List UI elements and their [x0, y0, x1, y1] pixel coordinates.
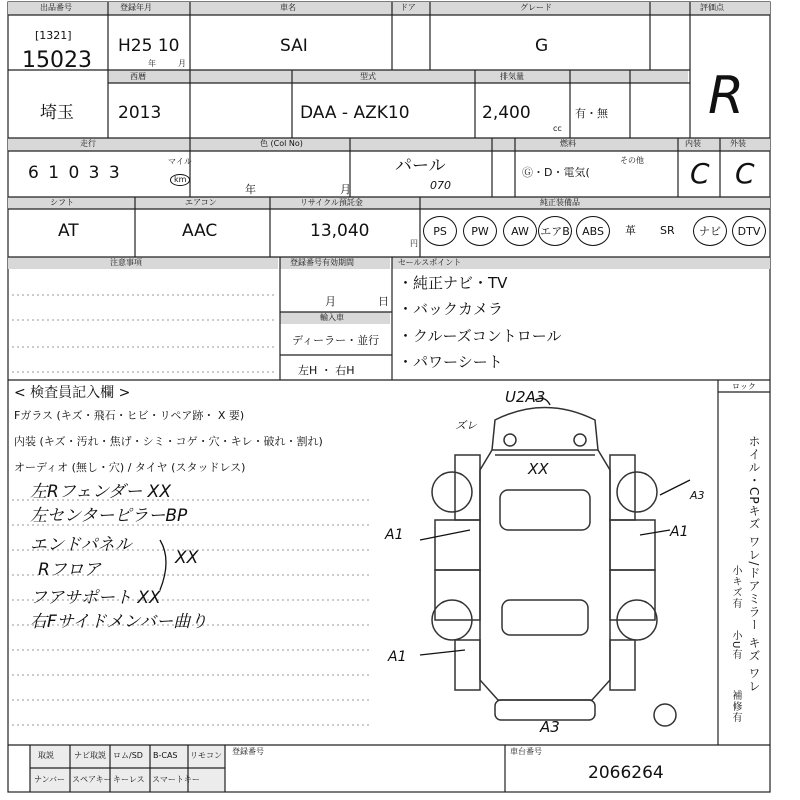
car-diagram — [432, 408, 676, 727]
cc-value: 2,400 — [482, 103, 531, 123]
equip-leather: 革 — [625, 224, 636, 237]
fuel-label: 燃料 — [560, 139, 576, 148]
hand-note-5: フアサポート XX — [30, 588, 161, 608]
inspector-line-3: オーディオ (無し・穴) / タイヤ (スタッドレス) — [14, 461, 246, 474]
mileage-label: 走行 — [80, 139, 96, 148]
year-label: 西暦 — [130, 72, 146, 81]
diag-front-left: ズレ — [455, 419, 477, 432]
sales-label: セールスポイント — [398, 258, 462, 267]
ac-value: AAC — [182, 221, 218, 241]
model-name: SAI — [280, 36, 308, 56]
equip-airbag: エアB — [538, 216, 572, 246]
inspector-line-1: Fガラス (キズ・飛石・ヒビ・リペア跡・ X 要) — [14, 409, 245, 422]
fuel-other: その他 — [620, 156, 644, 165]
right-small-3: 補修有 — [730, 690, 741, 723]
diag-right-mid: A1 — [670, 524, 689, 540]
right-vertical-text: ホイル・CPキズ ワレ/ドアミラー キズ ワレ — [747, 435, 761, 694]
caution-label: 注意事項 — [110, 258, 142, 267]
inspection-month: 月 — [325, 295, 336, 308]
sales-point-2: ・バックカメラ — [398, 300, 504, 318]
lock-label: ロック — [732, 382, 756, 391]
brace-note: XX — [175, 548, 199, 568]
footer-col2-1: ナンバー — [34, 775, 66, 784]
diag-left-low: A1 — [388, 649, 407, 665]
sales-point-3: ・クルーズコントロール — [398, 327, 562, 345]
inspection-label: 登録番号有効期間 — [290, 258, 354, 267]
reg-label: 登録年月 — [120, 3, 152, 12]
footer-col2-2: スペアキー — [72, 775, 112, 784]
footer-col-1: 取説 — [38, 751, 54, 760]
right-small-2: 小U有 — [730, 630, 741, 661]
inspector-line-2: 内装 (キズ・汚れ・焦げ・シミ・コゲ・穴・キレ・破れ・割れ) — [14, 435, 323, 448]
cc-unit: cc — [553, 124, 562, 133]
shift-value: AT — [58, 221, 79, 241]
year-value: 2013 — [118, 103, 162, 123]
score-value: R — [708, 66, 745, 126]
fuel-value: Ⓖ・D・電気( — [522, 166, 590, 179]
shift-label: シフト — [50, 198, 74, 207]
recycle-label: リサイクル預託金 — [300, 198, 363, 207]
equip-ps: PS — [423, 216, 457, 246]
color-value: パール — [395, 156, 446, 176]
ac-label: エアコン — [185, 198, 217, 207]
year-unit: 年 — [148, 59, 156, 68]
color-label-header: 色 (Col No) — [260, 139, 303, 148]
sales-point-4: ・パワーシート — [398, 353, 503, 371]
exterior-value: C — [735, 157, 755, 190]
grade-value: G — [535, 36, 549, 56]
reg-value: H25 10 — [118, 36, 180, 56]
diag-roof: XX — [528, 460, 549, 478]
yen-unit: 円 — [410, 239, 418, 248]
footer-col2-4: スマートキー — [152, 775, 200, 784]
import-label: 輸入車 — [320, 313, 344, 322]
serial-number: 2066264 — [588, 763, 664, 783]
footer-col-4: B-CAS — [153, 751, 178, 760]
score-label: 評価点 — [700, 3, 724, 12]
year-unit-2: 年 — [245, 183, 256, 196]
equip-abs: ABS — [576, 216, 610, 246]
equip-label: 純正装備品 — [540, 198, 580, 207]
right-small-1: 小キズ有 — [730, 565, 741, 609]
equip-pw: PW — [463, 216, 497, 246]
equip-navi: ナビ — [693, 216, 727, 246]
interior-value: C — [690, 157, 710, 190]
inspector-title: < 検査員記入欄 > — [14, 385, 131, 401]
turbo: 有・無 — [575, 107, 608, 120]
month-unit: 月 — [178, 59, 186, 68]
diag-bottom: A3 — [540, 718, 560, 736]
footer-col-2: ナビ取説 — [74, 751, 106, 760]
footer-col-3: ロム/SD — [113, 751, 143, 760]
grade-label: グレード — [520, 3, 552, 12]
recycle-value: 13,040 — [310, 221, 370, 241]
interior-label: 内装 — [685, 139, 701, 148]
diag-top: U2A3 — [505, 388, 546, 406]
equip-aw: AW — [503, 216, 537, 246]
equip-dtv: DTV — [732, 216, 766, 246]
hand-note-1: 左Rフェンダー XX — [30, 482, 171, 502]
serial-label: 車台番号 — [510, 747, 542, 756]
km-unit: km — [170, 174, 190, 186]
exterior-label: 外装 — [730, 139, 746, 148]
handle-option: 左H ・ 右H — [298, 364, 355, 377]
inspection-day: 日 — [378, 295, 389, 308]
hand-note-6: 右Fサイドメンバー曲り — [30, 612, 208, 632]
footer-col-5: リモコン — [190, 751, 222, 760]
hand-note-2: 左センターピラーBP — [30, 506, 188, 526]
mileage-value: 6 1 0 3 3 — [28, 163, 122, 183]
lot-number: 15023 — [22, 48, 92, 73]
dealer-option: ディーラー・並行 — [292, 334, 380, 347]
reg-no-label: 登録番号 — [232, 747, 264, 756]
model-code: DAA - AZK10 — [300, 103, 410, 123]
model-code-label: 型式 — [360, 72, 376, 81]
color-code: 070 — [430, 179, 451, 192]
hand-note-4: Rフロア — [38, 560, 101, 580]
lot-label: 出品番号 — [40, 3, 72, 12]
month-unit-2: 月 — [340, 183, 351, 196]
cc-label: 排気量 — [500, 72, 524, 81]
mile-unit: マイル — [168, 157, 192, 166]
sales-point-1: ・純正ナビ・TV — [398, 274, 508, 292]
hand-note-3: エンドパネル — [30, 535, 132, 555]
equip-sr: SR — [660, 224, 675, 237]
footer-col2-3: キーレス — [113, 775, 145, 784]
diag-left-mid: A1 — [385, 527, 404, 543]
region: 埼玉 — [40, 103, 74, 123]
model-label: 車名 — [280, 3, 296, 12]
door-label: ドア — [400, 3, 416, 12]
diag-right-top: A3 — [690, 489, 705, 502]
lot-prefix: [1321] — [35, 29, 72, 42]
